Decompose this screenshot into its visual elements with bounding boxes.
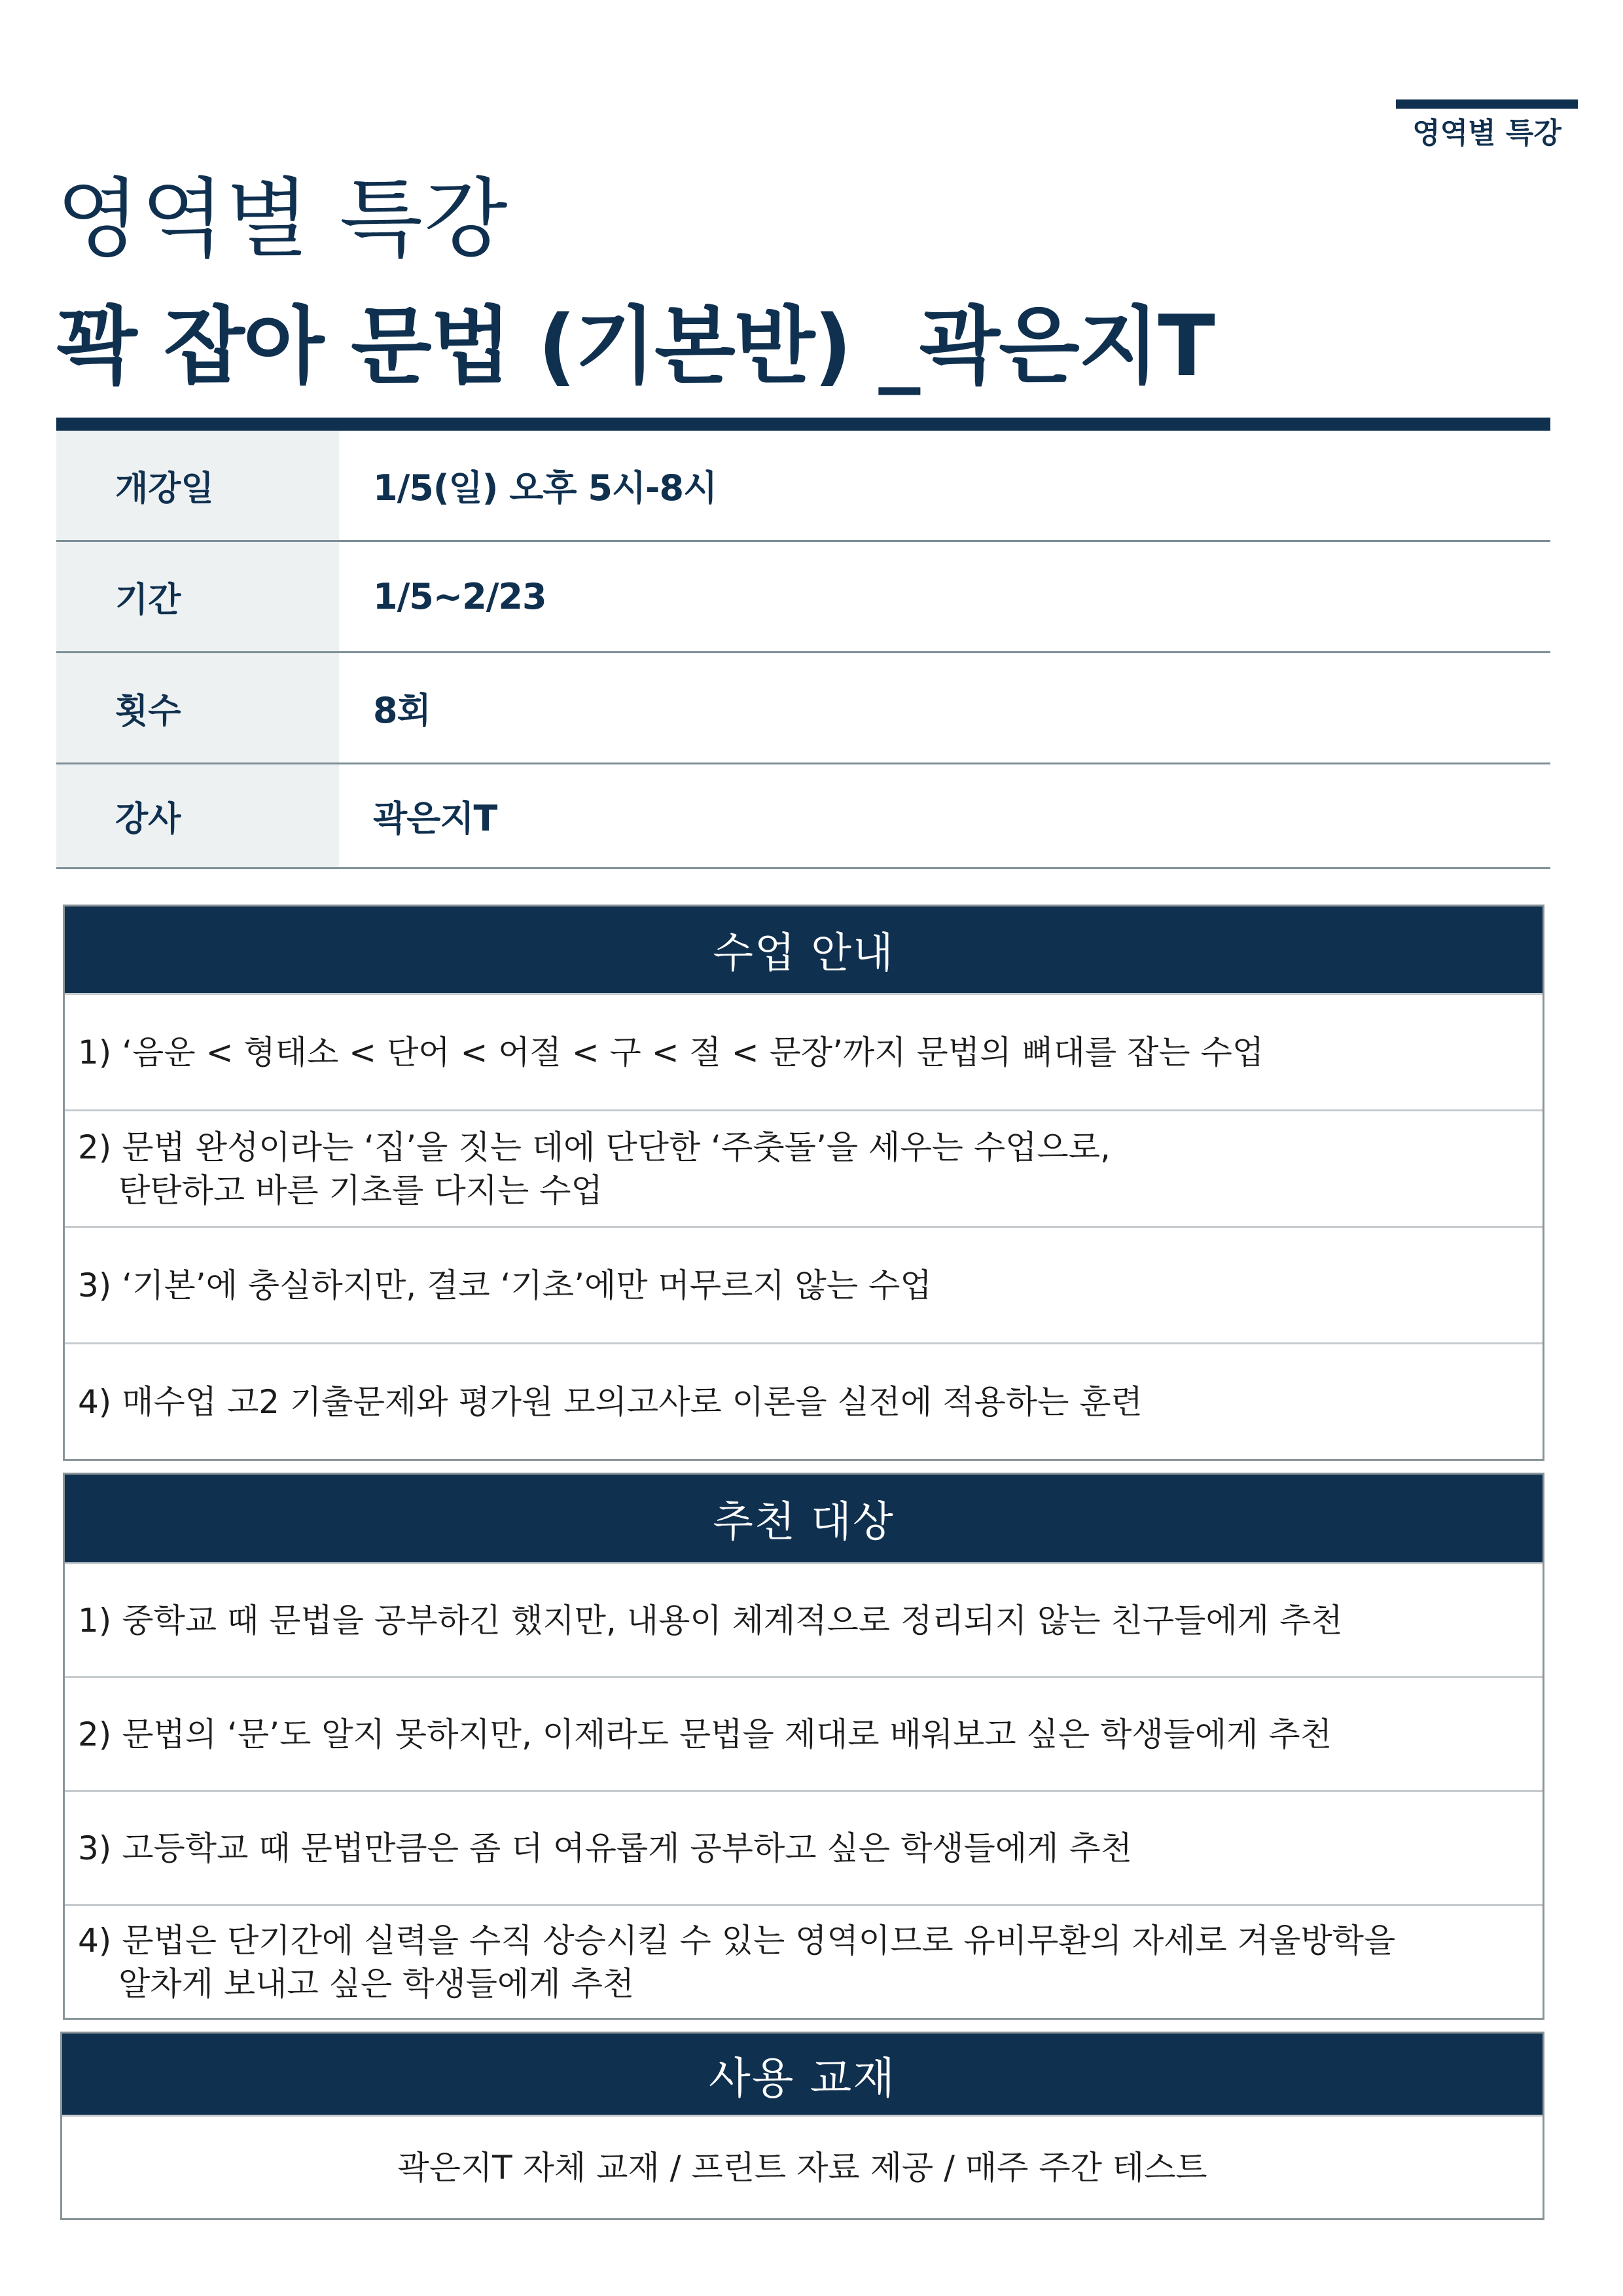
info-label: 강사 — [56, 764, 339, 867]
info-value: 1/5~2/23 — [373, 576, 546, 617]
info-label: 개강일 — [56, 431, 339, 540]
section-heading: 추천 대상 — [65, 1475, 1543, 1562]
list-item — [65, 1226, 1543, 1342]
section-heading: 수업 안내 — [65, 906, 1543, 993]
page-title: 꽉 잡아 문법 (기본반) _곽은지T — [56, 298, 1214, 395]
corner-accent-bar — [1396, 99, 1578, 109]
item-text-continued: 알차게 보내고 싶은 학생들에게 추천 — [118, 1964, 635, 2003]
info-table — [56, 431, 1550, 869]
list-item — [65, 1562, 1543, 1676]
section-heading: 사용 교재 — [62, 2034, 1543, 2115]
info-row-start-date — [56, 431, 1550, 542]
list-item — [65, 1109, 1543, 1226]
info-label: 기간 — [56, 542, 339, 651]
item-text: 4) 문법은 단기간에 실력을 수직 상승시킬 수 있는 영역이므로 유비무환의 자세로 겨울방학을 — [78, 1921, 1396, 1960]
corner-label: 영역별 특강 — [1412, 117, 1561, 150]
info-row-instructor — [56, 764, 1550, 869]
item-text: 1) ‘음운 < 형태소 < 단어 < 어절 < 구 < 절 < 문장’까지 문법의 뼈대를 잡는 수업 — [78, 1033, 1264, 1071]
title-divider — [56, 418, 1550, 431]
recommend-section — [63, 1473, 1544, 2020]
list-item — [65, 1790, 1543, 1904]
item-text: 3) 고등학교 때 문법만큼은 좀 더 여유롭게 공부하고 싶은 학생들에게 추천 — [78, 1829, 1132, 1867]
list-item — [65, 1342, 1543, 1459]
info-row-sessions — [56, 653, 1550, 764]
list-item — [65, 1904, 1543, 2018]
item-text: 2) 문법의 ‘문’도 알지 못하지만, 이제라도 문법을 제대로 배워보고 싶은 학생들에게 추천 — [78, 1715, 1332, 1753]
item-text: 1) 중학교 때 문법을 공부하긴 했지만, 내용이 체계적으로 정리되지 않는 친구들에게 추천 — [78, 1601, 1343, 1640]
list-item — [65, 1676, 1543, 1790]
info-row-period — [56, 542, 1550, 653]
item-text-continued: 탄탄하고 바른 기초를 다지는 수업 — [118, 1171, 603, 1210]
page-subtitle: 영역별 특강 — [56, 169, 509, 270]
materials-section — [60, 2032, 1544, 2220]
info-value: 1/5(일) 오후 5시-8시 — [373, 467, 717, 509]
info-value: 곽은지T — [373, 798, 497, 839]
item-text: 4) 매수업 고2 기출문제와 평가원 모의고사로 이론을 실전에 적용하는 훈련 — [78, 1382, 1143, 1421]
materials-text: 곽은지T 자체 교재 / 프린트 자료 제공 / 매주 주간 테스트 — [62, 2115, 1543, 2218]
info-label: 횟수 — [56, 653, 339, 762]
class-guide-section — [63, 905, 1544, 1461]
item-text: 3) ‘기본’에 충실하지만, 결코 ‘기초’에만 머무르지 않는 수업 — [78, 1266, 932, 1304]
list-item — [65, 993, 1543, 1109]
item-text: 2) 문법 완성이라는 ‘집’을 짓는 데에 단단한 ‘주춧돌’을 세우는 수업으로, — [78, 1128, 1111, 1166]
info-value: 8회 — [373, 690, 431, 731]
